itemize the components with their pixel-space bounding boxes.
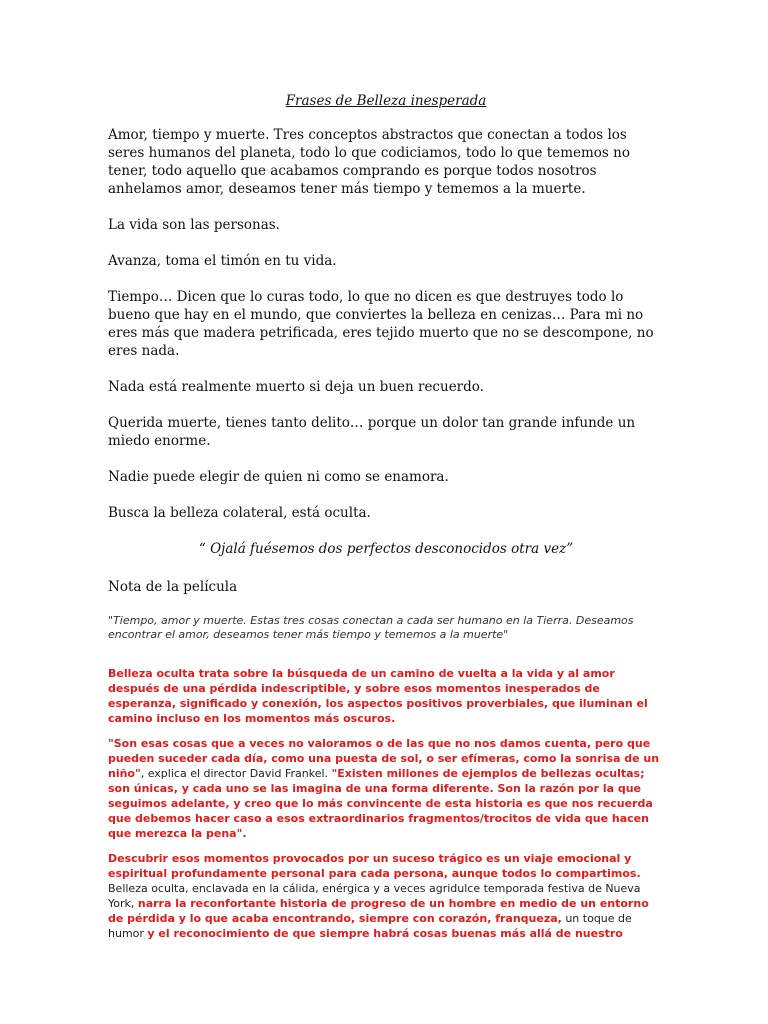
synopsis-paragraph-3: [108, 851, 664, 941]
director-quote-b: "Existen millones de ejemplos de bellezas ocultas; son únicas, y cada uno se las imagina de una forma diferente. Son la razón por la que seguimos adelante, y creo que lo más convincente de esta historia es que nos recuerda que debemos hacer caso a esos extraordinarios fragmentos/trocitos de vida que hacen que merezca la pena".: [108, 767, 653, 840]
synopsis-3-a: Descubrir esos momentos provocados por un suceso trágico es un viaje emocional y espiritual profundamente personal para cada persona, aunque todos lo compartimos.: [108, 852, 641, 880]
synopsis-3-e: y el reconocimiento de que siempre habrá cosas buenas más allá de nuestro: [147, 927, 623, 940]
synopsis-paragraph-1: Belleza oculta trata sobre la búsqueda de un camino de vuelta a la vida y al amor después de una pérdida indescriptible, y sobre esos momentos inesperados de esperanza, significado y conexión, los aspectos positivos proverbiales, que iluminan el camino incluso en los momentos más oscuros.: [108, 667, 648, 725]
synopsis-3-b: Belleza oculta, enclavada en la cálida, enérgica y a veces agridulce temporada festiva de Nueva York,: [108, 882, 641, 910]
paragraph-quote-5: Querida muerte, tienes tanto delito… porque un dolor tan grande infunde un miedo enorme.: [108, 415, 636, 449]
synopsis-3-d: un toque de humor: [108, 912, 632, 940]
centered-quote: “ Ojalá fuésemos dos perfectos desconocidos otra vez”: [198, 541, 574, 557]
paragraph-quote-7: Busca la belleza colateral, está oculta.: [108, 505, 371, 521]
synopsis-3-c: narra la reconfortante historia de progreso de un hombre en medio de un entorno de pérdida y lo que acaba encontrando, siempre con corazón, franqueza,: [108, 897, 649, 925]
note-heading: Nota de la película: [108, 579, 238, 595]
director-attribution: , explica el director David Frankel.: [140, 767, 332, 780]
paragraph-quote-2: Avanza, toma el timón en tu vida.: [108, 253, 337, 269]
page-title: Frases de Belleza inesperada: [285, 93, 487, 109]
paragraph-quote-3: Tiempo… Dicen que lo curas todo, lo que no dicen es que destruyes todo lo bueno que hay en el mundo, que conviertes la belleza en cenizas… Para mi no eres más que madera petrificada, eres tejido muerto que no se descompone, no eres nada.: [108, 289, 654, 359]
synopsis-paragraph-2: [108, 736, 664, 841]
director-quote-a: "Son esas cosas que a veces no valoramos o de las que no nos damos cuenta, pero que pueden suceder cada día, como una puesta de sol, o ser efímeras, como la sonrisa de un niño": [108, 737, 660, 780]
paragraph-quote-6: Nadie puede elegir de quien ni como se enamora.: [108, 469, 449, 485]
paragraph-intro: Amor, tiempo y muerte. Tres conceptos abstractos que conectan a todos los seres humanos del planeta, todo lo que codiciamos, todo lo que tememos no tener, todo aquello que acabamos comprando es porque todos nosotros anhelamos amor, deseamos tener más tiempo y tememos a la muerte.: [108, 127, 630, 197]
film-tagline: "Tiempo, amor y muerte. Estas tres cosas conectan a cada ser humano en la Tierra. Deseamos encontrar el amor, deseamos tener más tiempo y tememos a la muerte": [108, 614, 634, 641]
paragraph-quote-4: Nada está realmente muerto si deja un buen recuerdo.: [108, 379, 484, 395]
paragraph-quote-1: La vida son las personas.: [108, 217, 280, 233]
